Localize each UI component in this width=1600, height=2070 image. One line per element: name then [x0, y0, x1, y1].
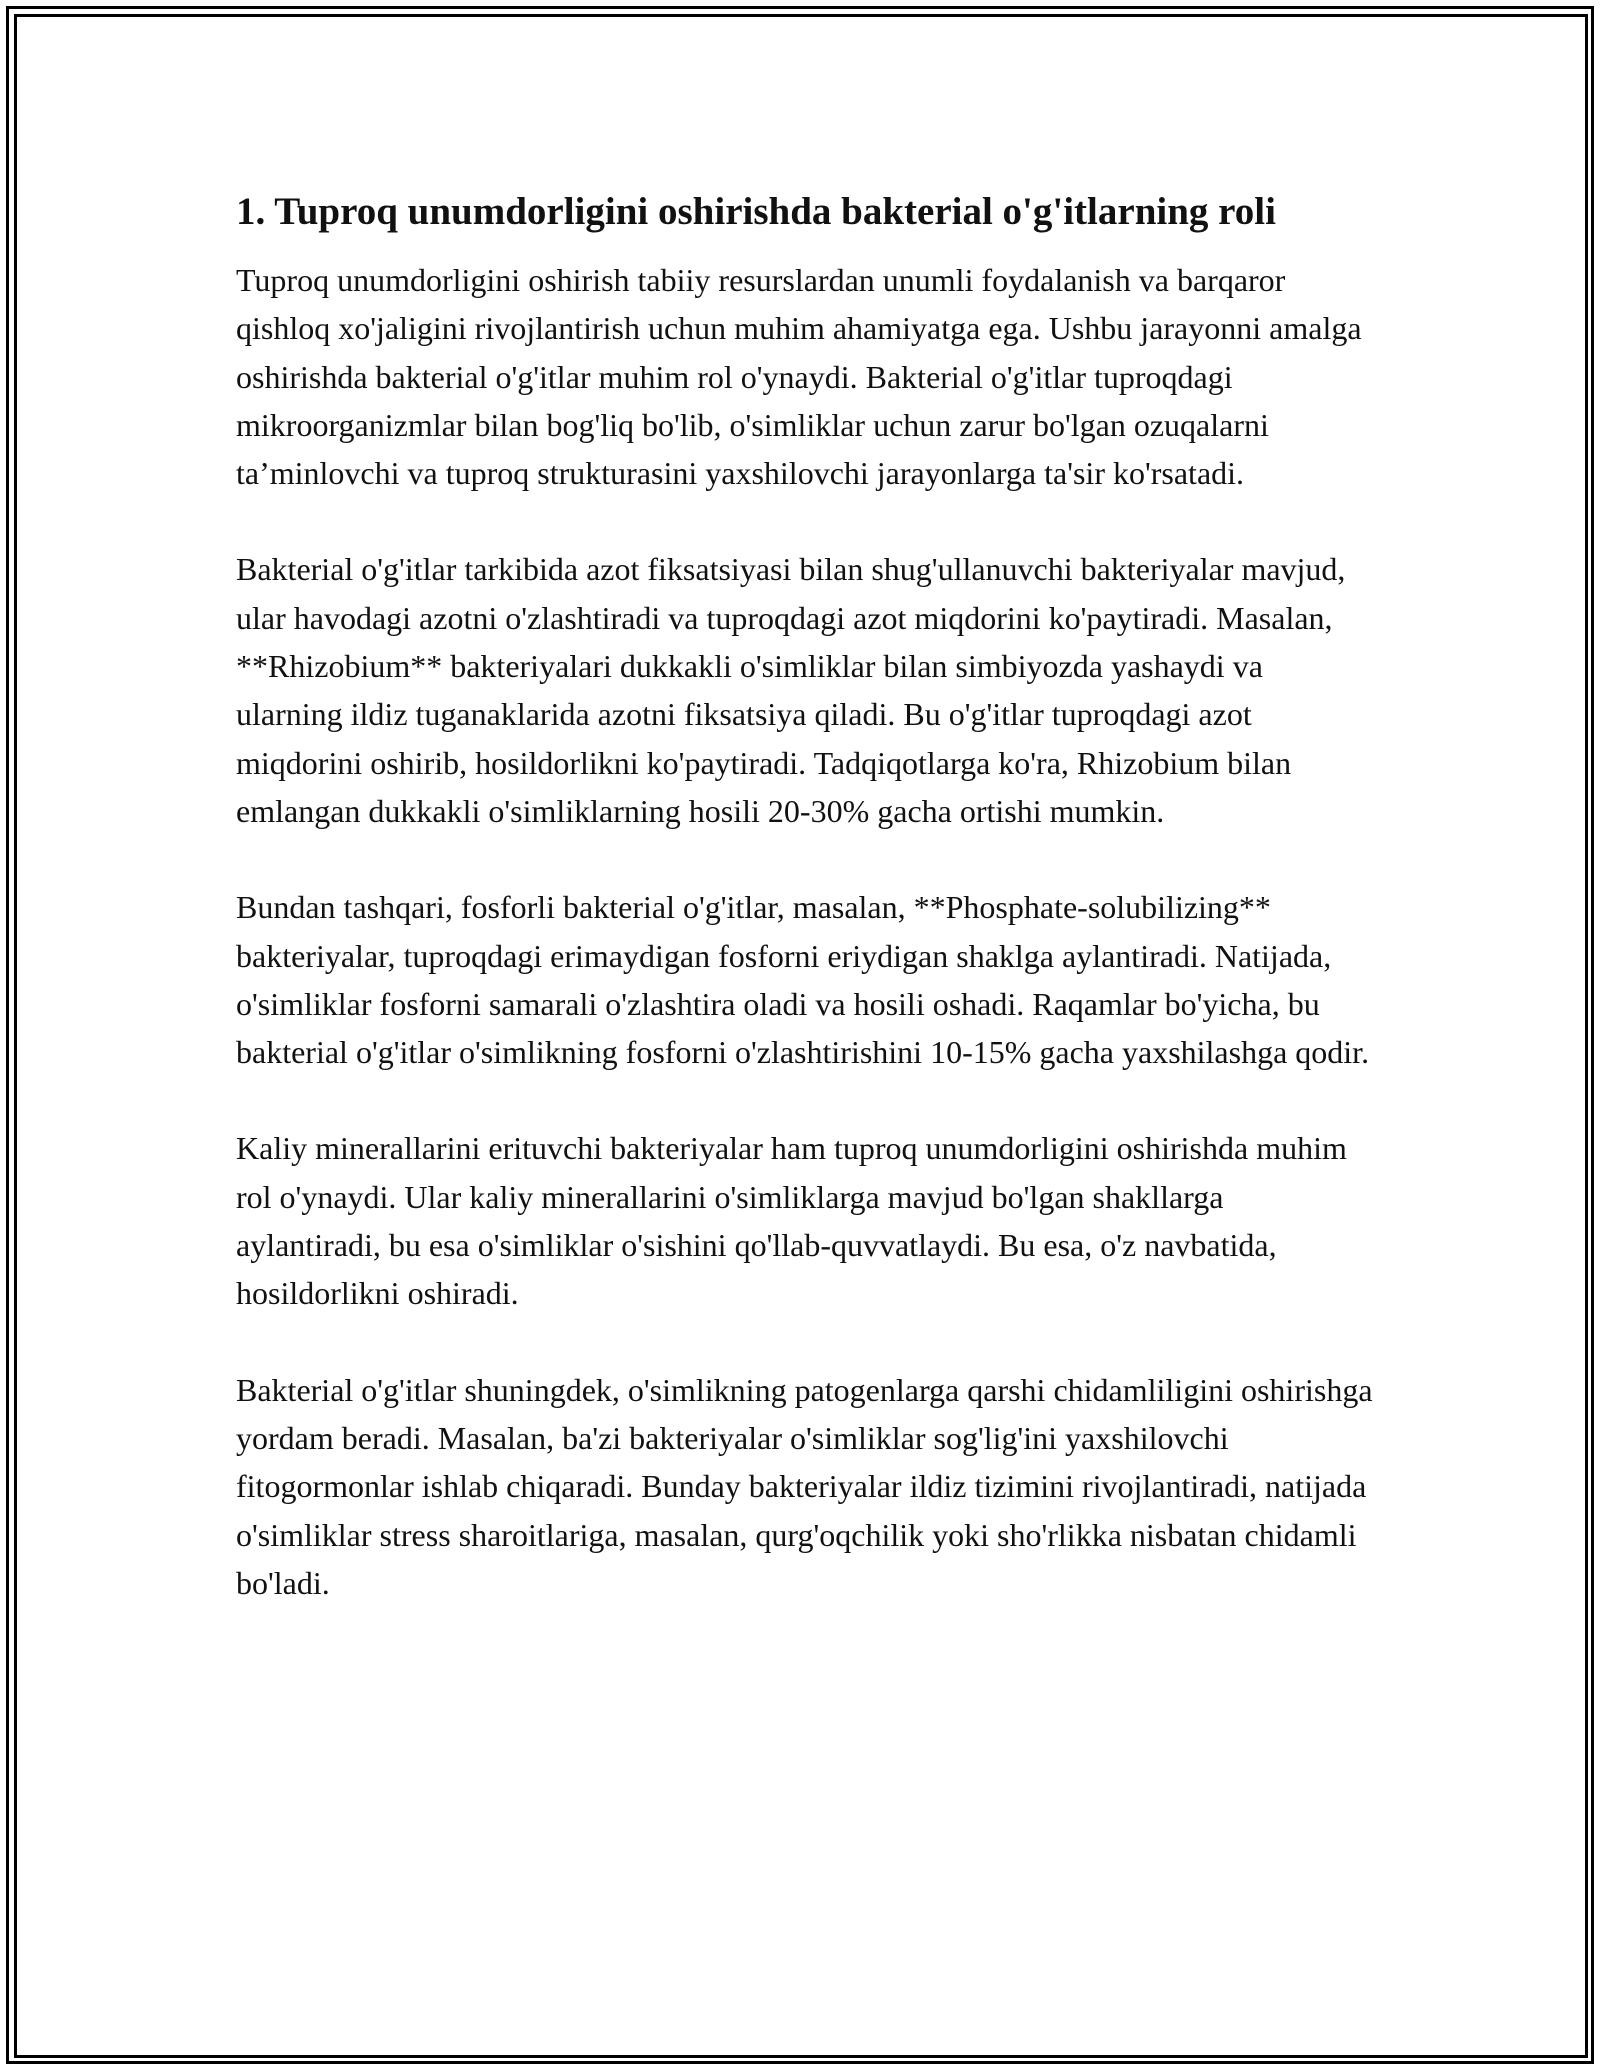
paragraph-potassium: Kaliy minerallarini erituvchi bakteriyalar ham tuproq unumdorligini oshirishda muhim rol o'ynaydi. Ular kaliy minerallarini o'simliklarga mavjud bo'lgan shakllarga aylantiradi, bu esa o'simliklar o'sishini qo'llab-quvvatlaydi. Bu esa, o'z navbatida, hosildorlikni oshiradi. — [236, 1130, 1347, 1312]
paragraph-intro: Tuproq unumdorligini oshirish tabiiy resurslardan unumli foydalanish va barqaror qishloq xo'jaligini rivojlantirish uchun muhim ahamiyatga ega. Ushbu jarayonni amalga oshirishda bakterial o'g'itlar muhim rol o'ynaydi. Bakterial o'g'itlar tuproqdagi mikroorganizmlar bilan bog'liq bo'lib, o'simliklar uchun zarur bo'lgan ozuqalarni ta’minlovchi va tuproq strukturasini yaxshilovchi jarayonlarga ta'sir ko'rsatadi. — [236, 262, 1362, 492]
section-title: 1. Tuproq unumdorligini oshirishda bakterial o'g'itlarning roli — [236, 190, 1276, 233]
paragraph-phosphorus: Bundan tashqari, fosforli bakterial o'g'itlar, masalan, **Phosphate-solubilizing** bakteriyalar, tuproqdagi erimaydigan fosforni eriydigan shaklga aylantiradi. Natijada, o'simliklar fosforni samarali o'zlashtira oladi va hosili oshadi. Raqamlar bo'yicha, bu bakterial o'g'itlar o'simlikning fosforni o'zlashtirishini 10-15% gacha yaxshilashga qodir. — [236, 889, 1370, 1071]
document-body — [236, 186, 1376, 1607]
paragraph-nitrogen: Bakterial o'g'itlar tarkibida azot fiksatsiyasi bilan shug'ullanuvchi bakteriyalar mavjud, ular havodagi azotni o'zlashtiradi va tuproqdagi azot miqdorini ko'paytiradi. Masalan, **Rhizobium** bakteriyalari dukkakli o'simliklar bilan simbiyozda yashaydi va ularning ildiz tuganaklarida azotni fiksatsiya qiladi. Bu o'g'itlar tuproqdagi azot miqdorini oshirib, hosildorlikni ko'paytiradi. Tadqiqotlarga ko'ra, Rhizobium bilan emlangan dukkakli o'simliklarning hosili 20-30% gacha ortishi mumkin. — [236, 551, 1346, 829]
paragraph-resistance: Bakterial o'g'itlar shuningdek, o'simlikning patogenlarga qarshi chidamliligini oshirishga yordam beradi. Masalan, ba'zi bakteriyalar o'simliklar sog'lig'ini yaxshilovchi fitogormonlar ishlab chiqaradi. Bunday bakteriyalar ildiz tizimini rivojlantiradi, natijada o'simliklar stress sharoitlariga, masalan, qurg'oqchilik yoki sho'rlikka nisbatan chidamli bo'ladi. — [236, 1371, 1373, 1601]
